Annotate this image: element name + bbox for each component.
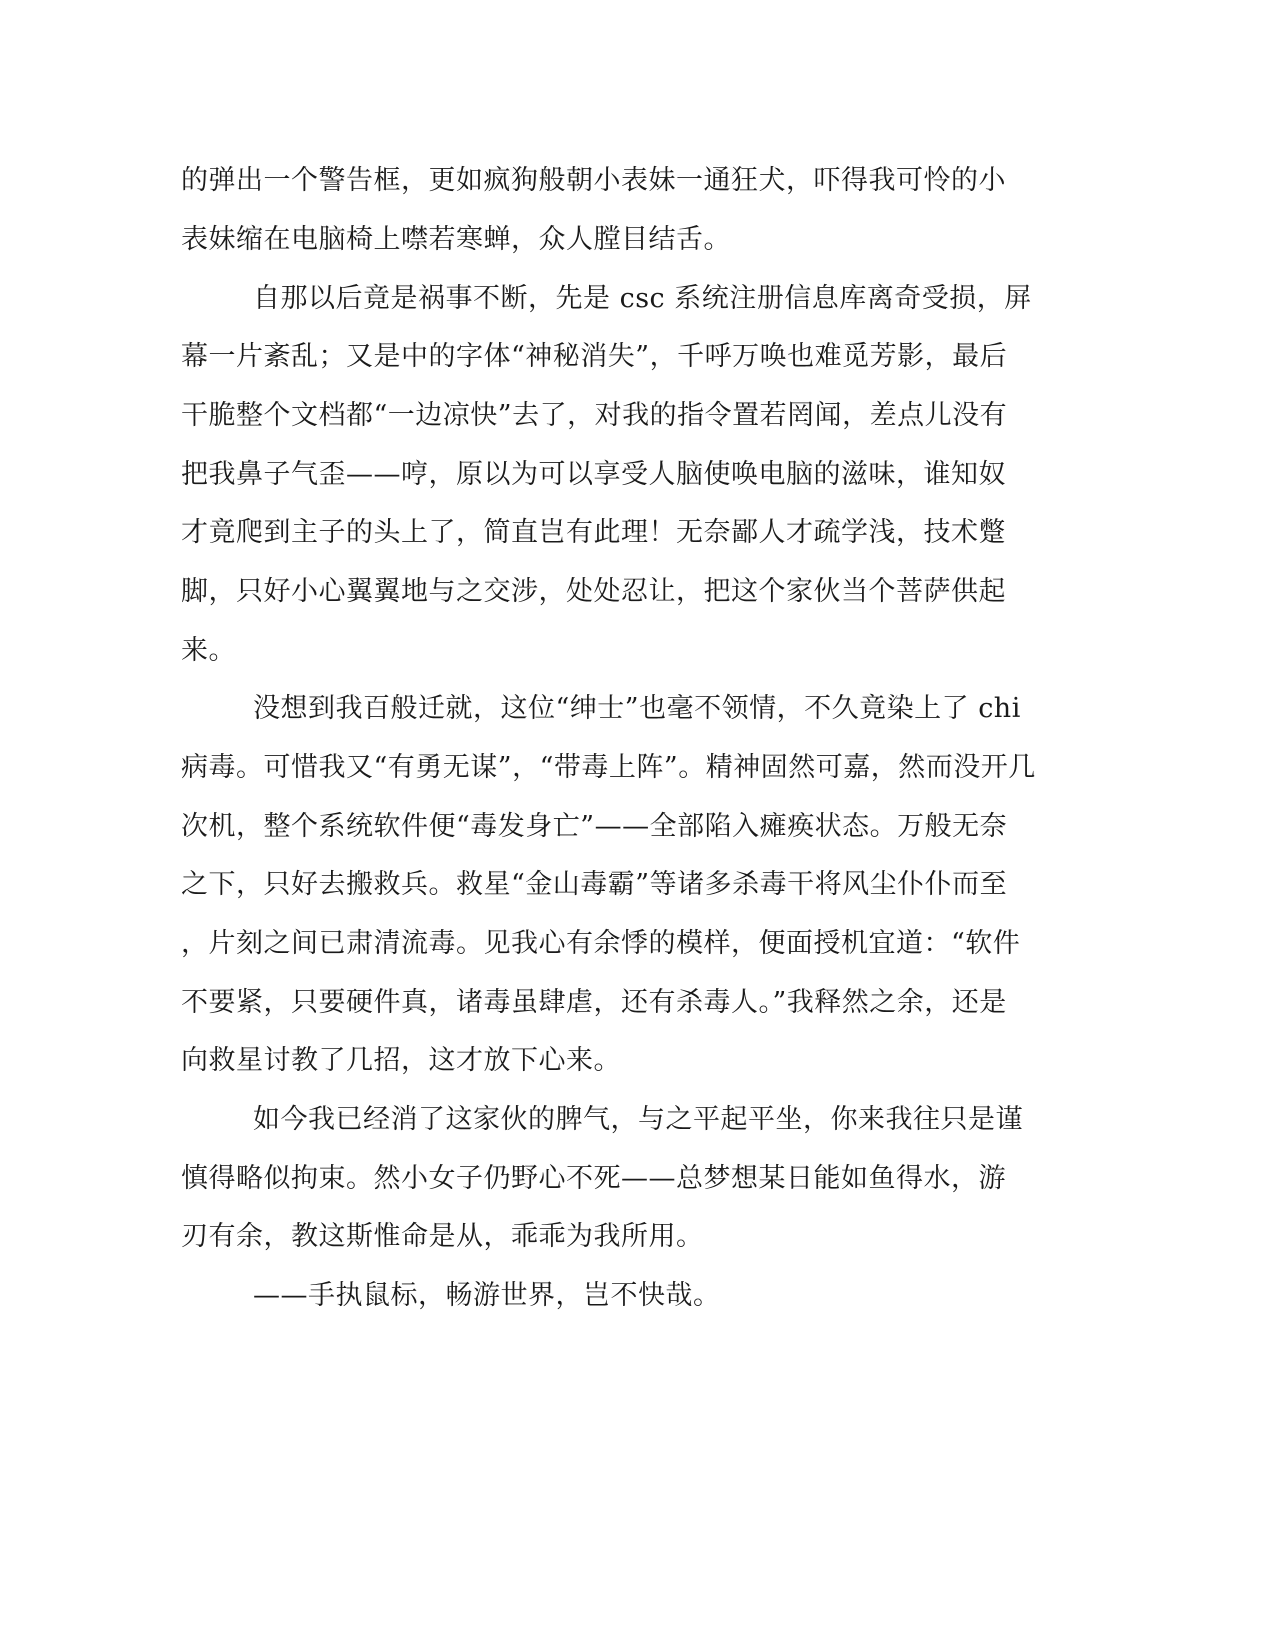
- text-line: 没想到我百般迁就，这位“绅士”也毫不领情，不久竟染上了 chi: [253, 693, 1021, 724]
- text-line: 的弹出一个警告框，更如疯狗般朝小表妹一通狂犬，吓得我可怜的小: [181, 165, 1006, 196]
- text-line: 病毒。可惜我又“有勇无谋”，“带毒上阵”。精神固然可嘉，然而没开几: [181, 752, 1036, 783]
- text-line: 才竟爬到主子的头上了，简直岂有此理！无奈鄙人才疏学浅，技术蹩: [181, 517, 1006, 548]
- text-line: 如今我已经消了这家伙的脾气，与之平起平坐，你来我往只是谨: [253, 1104, 1023, 1135]
- text-line: 干脆整个文档都“一边凉快”去了，对我的指令置若罔闻，差点儿没有: [181, 400, 1008, 431]
- text-line: 慎得略似拘束。然小女子仍野心不死——总梦想某日能如鱼得水，游: [181, 1163, 1006, 1194]
- text-line: 之下，只好去搬救兵。救星“金山毒霸”等诸多杀毒干将风尘仆仆而至: [181, 869, 1008, 900]
- text-line: 向救星讨教了几招，这才放下心来。: [181, 1045, 621, 1076]
- text-line: 表妹缩在电脑椅上噤若寒蝉，众人膛目结舌。: [181, 224, 731, 255]
- text-line: 次机，整个系统软件便“毒发身亡”——全部陷入瘫痪状态。万般无奈: [181, 811, 1008, 842]
- text-line: ——手执鼠标，畅游世界，岂不快哉。: [253, 1280, 721, 1311]
- text-line: 刃有余，教这斯惟命是从，乖乖为我所用。: [181, 1221, 704, 1252]
- text-line: 脚，只好小心翼翼地与之交涉，处处忍让，把这个家伙当个菩萨供起: [181, 576, 1006, 607]
- text-line: ，片刻之间已肃清流毒。见我心有余悸的模样，便面授机宜道：“软件: [181, 928, 1021, 959]
- text-line: 幕一片紊乱；又是中的字体“神秘消失”，千呼万唤也难觅芳影，最后: [181, 341, 1008, 372]
- text-line: 来。: [181, 635, 236, 666]
- text-line: 自那以后竟是祸事不断，先是 csc 系统注册信息库离奇受损，屏: [253, 283, 1032, 314]
- text-line: 把我鼻子气歪——哼，原以为可以享受人脑使唤电脑的滋味，谁知奴: [181, 459, 1006, 490]
- text-line: 不要紧，只要硬件真，诸毒虽肆虐，还有杀毒人。”我释然之余，还是: [181, 987, 1007, 1018]
